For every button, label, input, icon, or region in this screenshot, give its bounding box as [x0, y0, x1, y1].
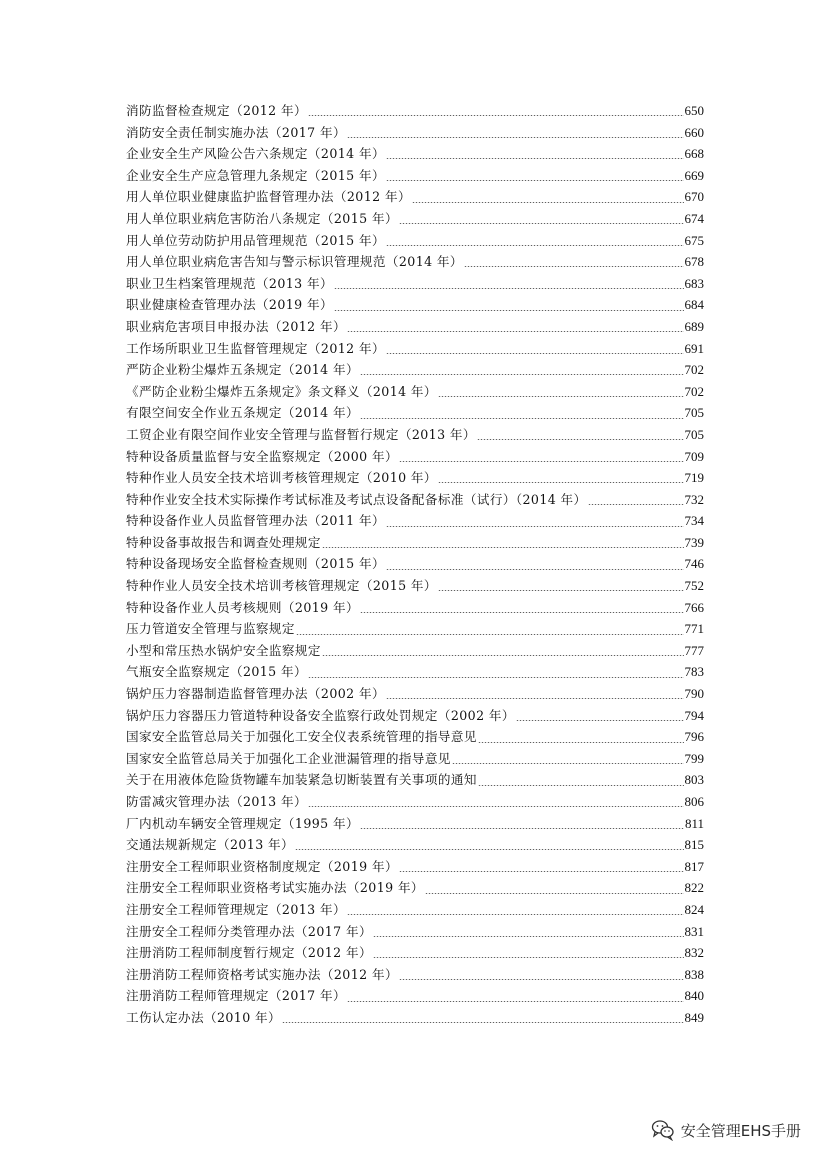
toc-entry-title: 职业病危害项目申报办法（2012 年）: [126, 318, 346, 334]
toc-dot-leader: [464, 266, 684, 267]
toc-entry[interactable]: [126, 834, 704, 856]
toc-entry[interactable]: [126, 186, 704, 208]
toc-entry[interactable]: [126, 316, 704, 338]
table-of-contents: [126, 100, 704, 1029]
toc-page-number: 824: [684, 901, 704, 917]
toc-page-number: 689: [684, 318, 704, 334]
toc-dot-leader: [386, 245, 684, 246]
toc-page-number: 771: [684, 621, 704, 637]
toc-entry-title: 工伤认定办法（2010 年）: [126, 1009, 281, 1025]
toc-dot-leader: [334, 288, 684, 289]
toc-page-number: 822: [684, 880, 704, 896]
toc-entry-title: 防雷减灾管理办法（2013 年）: [126, 794, 307, 809]
toc-dot-leader: [360, 374, 684, 375]
toc-entry-title: 压力管道安全管理与监察规定: [126, 621, 295, 637]
toc-entry-title: 注册消防工程师管理规定（2017 年）: [126, 988, 346, 1004]
toc-entry[interactable]: [126, 856, 704, 878]
toc-dot-leader: [295, 849, 684, 850]
toc-dot-leader: [438, 482, 684, 483]
toc-entry[interactable]: [126, 791, 704, 813]
toc-entry-title: 特种设备质量监督与安全监察规定（2000 年）: [126, 448, 398, 464]
toc-entry-title: 工作场所职业卫生监督管理规定（2012 年）: [126, 340, 385, 356]
toc-page-number: 752: [684, 578, 704, 594]
toc-page-number: 674: [684, 210, 704, 226]
toc-entry-title: 消防安全责任制实施办法（2017 年）: [126, 124, 346, 140]
toc-entry-title: 特种作业安全技术实际操作考试标准及考试点设备配备标准（试行）（2014 年）: [126, 491, 587, 507]
toc-entry[interactable]: [126, 985, 704, 1007]
toc-dot-leader: [399, 979, 684, 980]
toc-entry-title: 职业卫生档案管理规范（2013 年）: [126, 275, 333, 291]
toc-dot-leader: [425, 893, 684, 894]
toc-dot-leader: [322, 547, 684, 548]
wechat-icon: [651, 1119, 675, 1141]
toc-page-number: 668: [684, 146, 704, 162]
toc-dot-leader: [282, 1022, 684, 1023]
toc-entry-title: 企业安全生产风险公告六条规定（2014 年）: [126, 146, 385, 162]
toc-entry[interactable]: [126, 208, 704, 230]
toc-entry-title: 锅炉压力容器压力管道特种设备安全监察行政处罚规定（2002 年）: [126, 707, 515, 723]
toc-entry-title: 严防企业粉尘爆炸五条规定（2014 年）: [126, 362, 359, 378]
toc-entry[interactable]: [126, 964, 704, 986]
toc-entry-title: 有限空间安全作业五条规定（2014 年）: [126, 405, 359, 421]
toc-dot-leader: [360, 612, 684, 613]
toc-dot-leader: [373, 957, 684, 958]
toc-page-number: 806: [684, 794, 704, 809]
toc-entry[interactable]: [126, 251, 704, 273]
toc-page-number: 817: [684, 858, 704, 874]
toc-page-number: 815: [684, 837, 704, 853]
toc-page-number: 675: [684, 232, 704, 248]
toc-page-number: 746: [684, 556, 704, 572]
toc-dot-leader: [399, 871, 684, 872]
toc-entry[interactable]: [126, 769, 704, 791]
toc-page-number: 709: [684, 448, 704, 464]
toc-dot-leader: [588, 504, 684, 505]
toc-dot-leader: [386, 353, 684, 354]
toc-entry[interactable]: [126, 921, 704, 943]
toc-entry[interactable]: [126, 294, 704, 316]
toc-entry[interactable]: [126, 618, 704, 640]
toc-dot-leader: [386, 526, 684, 527]
toc-entry-title: 国家安全监管总局关于加强化工安全仪表系统管理的指导意见: [126, 729, 477, 745]
toc-page-number: 838: [684, 966, 704, 982]
toc-entry-title: 注册安全工程师管理规定（2013 年）: [126, 901, 346, 917]
toc-page-number: 734: [684, 513, 704, 529]
toc-page-number: 705: [684, 426, 704, 442]
toc-entry-title: 交通法规新规定（2013 年）: [126, 837, 294, 853]
toc-dot-leader: [516, 720, 684, 721]
toc-entry-title: 注册安全工程师分类管理办法（2017 年）: [126, 923, 372, 939]
toc-entry[interactable]: [126, 100, 704, 122]
toc-page-number: 670: [684, 189, 704, 205]
toc-page-number: 783: [684, 664, 704, 680]
toc-entry-title: 用人单位劳动防护用品管理规范（2015 年）: [126, 232, 385, 248]
toc-entry-title: 工贸企业有限空间作业安全管理与监督暂行规定（2013 年）: [126, 426, 476, 442]
toc-dot-leader: [360, 418, 684, 419]
toc-entry-title: 用人单位职业健康监护监督管理办法（2012 年）: [126, 189, 411, 205]
toc-entry-title: 锅炉压力容器制造监督管理办法（2002 年）: [126, 686, 385, 702]
toc-page-number: 732: [684, 491, 704, 507]
toc-entry[interactable]: [126, 359, 704, 381]
toc-entry-title: 特种设备作业人员监督管理办法（2011 年）: [126, 513, 385, 529]
toc-page-number: 766: [684, 599, 704, 615]
toc-page-number: 790: [684, 686, 704, 702]
toc-entry[interactable]: [126, 230, 704, 252]
toc-dot-leader: [438, 590, 684, 591]
toc-page-number: 777: [684, 642, 704, 658]
toc-entry-title: 关于在用液体危险货物罐车加装紧急切断装置有关事项的通知: [126, 772, 477, 788]
toc-entry[interactable]: [126, 467, 704, 489]
toc-entry-title: 注册安全工程师职业资格制度规定（2019 年）: [126, 858, 398, 874]
toc-entry[interactable]: [126, 683, 704, 705]
toc-dot-leader: [438, 396, 684, 397]
toc-dot-leader: [478, 742, 684, 743]
toc-page-number: 705: [684, 405, 704, 421]
toc-entry[interactable]: [126, 165, 704, 187]
toc-dot-leader: [308, 115, 684, 116]
toc-dot-leader: [347, 331, 684, 332]
toc-dot-leader: [308, 677, 684, 678]
toc-entry-title: 特种设备事故报告和调查处理规定: [126, 534, 321, 550]
toc-page-number: 803: [684, 772, 704, 788]
toc-dot-leader: [308, 806, 684, 807]
toc-page-number: 684: [684, 297, 704, 313]
toc-entry-title: 《严防企业粉尘爆炸五条规定》条文释义（2014 年）: [126, 383, 437, 399]
toc-entry[interactable]: [126, 338, 704, 360]
toc-entry[interactable]: [126, 532, 704, 554]
toc-entry[interactable]: [126, 877, 704, 899]
toc-entry-title: 企业安全生产应急管理九条规定（2015 年）: [126, 167, 385, 183]
watermark-text: 安全管理EHS手册: [680, 1121, 801, 1140]
toc-dot-leader: [373, 936, 684, 937]
toc-dot-leader: [477, 439, 684, 440]
toc-entry[interactable]: [126, 575, 704, 597]
toc-dot-leader: [386, 569, 684, 570]
toc-dot-leader: [386, 698, 684, 699]
toc-page-number: 691: [684, 340, 704, 356]
toc-entry-title: 特种设备现场安全监督检查规则（2015 年）: [126, 556, 385, 572]
toc-dot-leader: [296, 634, 684, 635]
toc-entry-title: 职业健康检查管理办法（2019 年）: [126, 297, 333, 313]
toc-entry[interactable]: [126, 446, 704, 468]
toc-dot-leader: [452, 763, 684, 764]
toc-entry[interactable]: [126, 705, 704, 727]
toc-dot-leader: [347, 1001, 684, 1002]
toc-entry-title: 注册消防工程师制度暂行规定（2012 年）: [126, 945, 372, 961]
toc-page-number: 683: [684, 275, 704, 291]
toc-page-number: 832: [684, 945, 704, 961]
toc-page-number: 794: [684, 707, 704, 723]
toc-entry-title: 特种作业人员安全技术培训考核管理规定（2015 年）: [126, 578, 437, 594]
toc-entry[interactable]: [126, 273, 704, 295]
toc-entry[interactable]: [126, 597, 704, 619]
toc-dot-leader: [478, 785, 684, 786]
toc-entry-title: 气瓶安全监察规定（2015 年）: [126, 664, 307, 680]
toc-entry[interactable]: [126, 381, 704, 403]
toc-entry[interactable]: [126, 640, 704, 662]
toc-dot-leader: [386, 158, 684, 159]
toc-page-number: 739: [684, 534, 704, 550]
toc-entry[interactable]: [126, 402, 704, 424]
toc-page-number: 799: [684, 750, 704, 766]
toc-entry-title: 国家安全监管总局关于加强化工企业泄漏管理的指导意见: [126, 750, 451, 766]
toc-entry[interactable]: [126, 489, 704, 511]
toc-dot-leader: [399, 223, 684, 224]
toc-dot-leader: [399, 461, 684, 462]
toc-entry-title: 特种作业人员安全技术培训考核管理规定（2010 年）: [126, 470, 437, 486]
toc-entry-title: 用人单位职业病危害告知与警示标识管理规范（2014 年）: [126, 254, 463, 270]
toc-entry[interactable]: [126, 813, 704, 835]
watermark: [651, 1119, 801, 1141]
toc-dot-leader: [347, 137, 684, 138]
toc-page-number: 669: [684, 167, 704, 183]
toc-entry[interactable]: [126, 424, 704, 446]
toc-page-number: 650: [684, 103, 704, 118]
toc-page-number: 849: [684, 1009, 704, 1025]
toc-entry[interactable]: [126, 510, 704, 532]
toc-page-number: 719: [684, 470, 704, 486]
toc-entry[interactable]: [126, 553, 704, 575]
toc-page-number: 811: [684, 815, 704, 831]
toc-page-number: 831: [684, 923, 704, 939]
toc-entry[interactable]: [126, 1007, 704, 1029]
toc-page-number: 702: [684, 383, 704, 399]
toc-entry-title: 小型和常压热水锅炉安全监察规定: [126, 642, 321, 658]
toc-entry[interactable]: [126, 726, 704, 748]
toc-entry-title: 厂内机动车辆安全管理规定（1995 年）: [126, 815, 359, 831]
toc-dot-leader: [386, 180, 684, 181]
toc-dot-leader: [322, 655, 684, 656]
toc-page-number: 660: [684, 124, 704, 140]
toc-entry-title: 消防监督检查规定（2012 年）: [126, 103, 307, 118]
toc-page-number: 796: [684, 729, 704, 745]
toc-entry-title: 用人单位职业病危害防治八条规定（2015 年）: [126, 210, 398, 226]
toc-entry[interactable]: [126, 143, 704, 165]
toc-entry[interactable]: [126, 661, 704, 683]
toc-entry[interactable]: [126, 748, 704, 770]
toc-entry[interactable]: [126, 942, 704, 964]
toc-entry-title: 特种设备作业人员考核规则（2019 年）: [126, 599, 359, 615]
toc-entry[interactable]: [126, 899, 704, 921]
toc-entry-title: 注册消防工程师资格考试实施办法（2012 年）: [126, 966, 398, 982]
toc-page-number: 702: [684, 362, 704, 378]
toc-entry[interactable]: [126, 122, 704, 144]
toc-dot-leader: [412, 202, 684, 203]
toc-entry-title: 注册安全工程师职业资格考试实施办法（2019 年）: [126, 880, 424, 896]
toc-dot-leader: [334, 310, 684, 311]
toc-page-number: 678: [684, 254, 704, 270]
toc-dot-leader: [360, 828, 684, 829]
toc-page-number: 840: [684, 988, 704, 1004]
toc-dot-leader: [347, 914, 684, 915]
